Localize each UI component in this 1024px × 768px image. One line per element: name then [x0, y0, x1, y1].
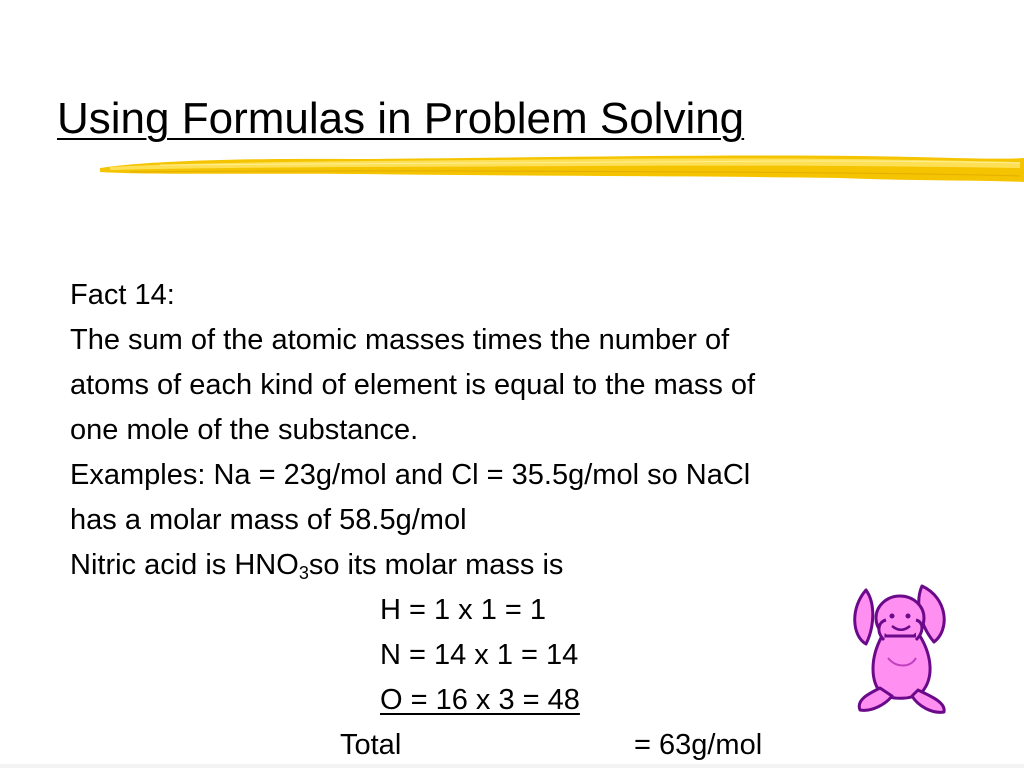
- hydrogen-line: H = 1 x 1 = 1: [380, 594, 547, 626]
- fact-line: one mole of the substance.: [70, 414, 419, 446]
- fact-line: atoms of each kind of element is equal to the mass of: [70, 369, 756, 401]
- nitric-prefix: Nitric acid is HNO: [70, 549, 299, 581]
- slide-title: Using Formulas in Problem Solving: [57, 94, 745, 143]
- nitric-acid-line: [70, 543, 970, 588]
- fact-label: Fact 14:: [70, 279, 175, 311]
- molar-mass-calculation: [70, 588, 970, 768]
- oxygen-line: O = 16 x 3 = 48: [380, 684, 580, 716]
- nitric-suffix: so its molar mass is: [308, 549, 564, 581]
- yellow-brush-stroke: [100, 148, 1024, 188]
- slide-footer-divider: [0, 764, 1024, 768]
- total-value: = 63g/mol: [634, 729, 763, 761]
- example-line: has a molar mass of 58.5g/mol: [70, 504, 467, 536]
- example-line: Examples: Na = 23g/mol and Cl = 35.5g/mol so NaCl: [70, 459, 751, 491]
- total-label: Total: [340, 729, 402, 761]
- slide-body: [70, 273, 970, 768]
- nitrogen-line: N = 14 x 1 = 14: [380, 639, 579, 671]
- nitric-subscript: 3: [298, 563, 309, 583]
- fact-line: The sum of the atomic masses times the number of: [70, 324, 730, 356]
- pink-bunny-clipart-icon: [848, 578, 958, 718]
